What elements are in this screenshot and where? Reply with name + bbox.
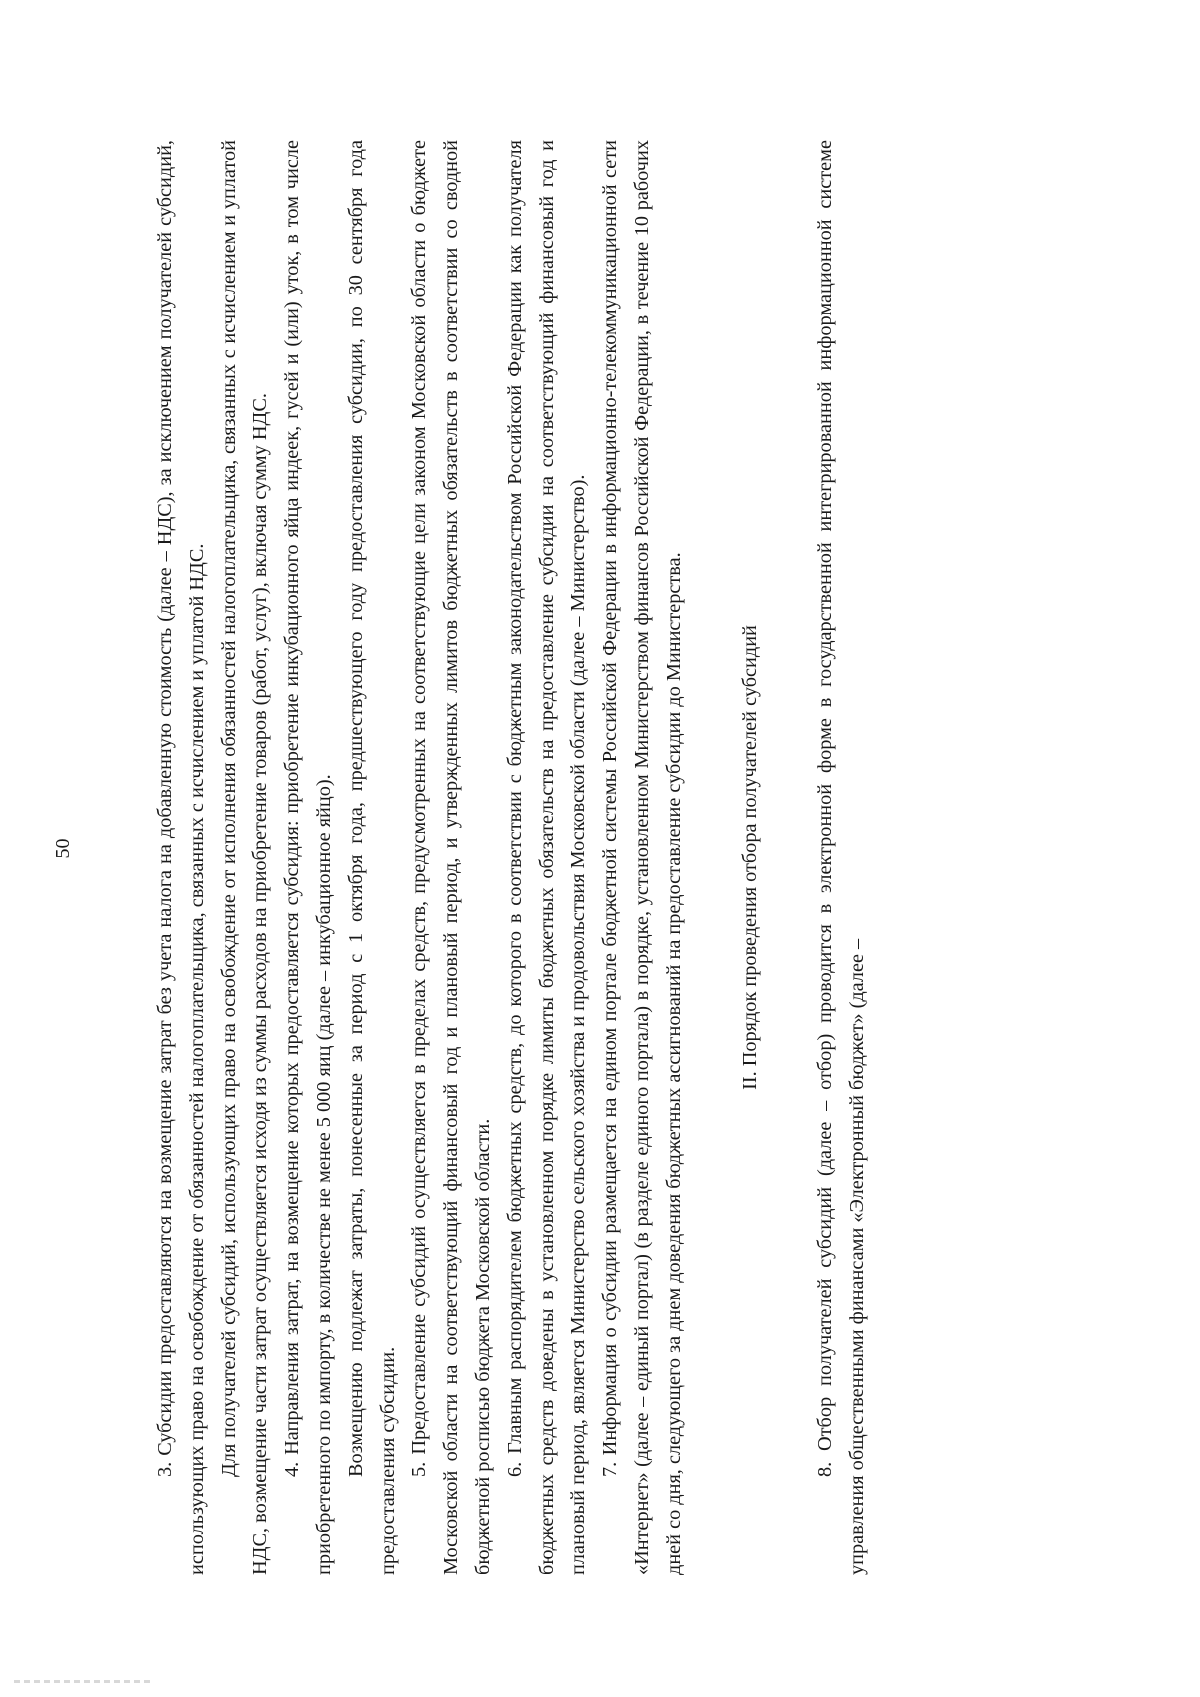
paragraph-vat-exempt: Для получателей субсидий, использующих право на освобождение от исполнения обязанностей налогоплательщика, связанных с исчислением и уплатой НДС, возмещение части затрат осуществляется исходя из суммы расходов на приобретение товаров (работ, услуг), включая сумму НДС.	[217, 140, 272, 1575]
paragraph-6-main-administrator: 6. Главным распорядителем бюджетных средств, до которого в соответствии с бюджетным законодательством Российской Федерации как получателя бюджетных средств доведены в установленном порядке лимиты бюджетных обязательств на предоставление субсидии на соответствующий финансовый год и плановый период, является Министерство сельского хозяйства и продовольствия Московской области (далее – Министерство).	[503, 140, 590, 1575]
paragraph-5-budget-limits: 5. Предоставление субсидий осуществляется в пределах средств, предусмотренных на соответствующие цели законом Московской области о бюджете Московской области на соответствующий финансовый год и плановый период, и утвержденных лимитов бюджетных обязательств в соответствии со сводной бюджетной росписью бюджета Московской области.	[408, 140, 494, 1575]
page-number: 50	[52, 838, 74, 859]
paragraph-7-portal-info: 7. Информация о субсидии размещается на едином портале бюджетной системы Российской Федерации в информационно-телекоммуникационной сети «Интернет» (далее – единый портал) (в разделе единого портала) в порядке, установленном Министерством финансов Российской Федерации, в течение 10 рабочих дней со дня, следующего за днем доведения бюджетных ассигнований на предоставление субсидии до Министерства.	[599, 140, 685, 1575]
section-heading: II. Порядок проведения отбора получателей субсидий	[738, 625, 761, 1090]
paragraph-8-selection: 8. Отбор получателей субсидий (далее – отбор) проводится в электронной форме в государственной интегрированной информационной системе управления общественными финансами «Электронный бюджет» (далее –	[814, 140, 869, 1575]
paragraph-3-vat: 3. Субсидии предоставляются на возмещение затрат без учета налога на добавленную стоимость (далее – НДС), за исключением получателей субсидий, использующих право на освобождение от обязанностей налогоплательщика, связанных с исчислением и уплатой НДС.	[154, 140, 208, 1575]
paragraph-reimbursement-period: Возмещению подлежат затраты, понесенные за период с 1 октября года, предшествующего году предоставления субсидии, по 30 сентября года предоставления субсидии.	[344, 140, 399, 1575]
document-body	[150, 140, 874, 1575]
paragraph-4-cost-directions: 4. Направления затрат, на возмещение которых предоставляется субсидия: приобретение инкубационного яйца индеек, гусей и (или) уток, в том числе приобретенного по импорту, в количестве не менее 5 000 яиц (далее – инкубационное яйцо).	[281, 140, 335, 1575]
scan-artifact	[14, 1680, 154, 1683]
